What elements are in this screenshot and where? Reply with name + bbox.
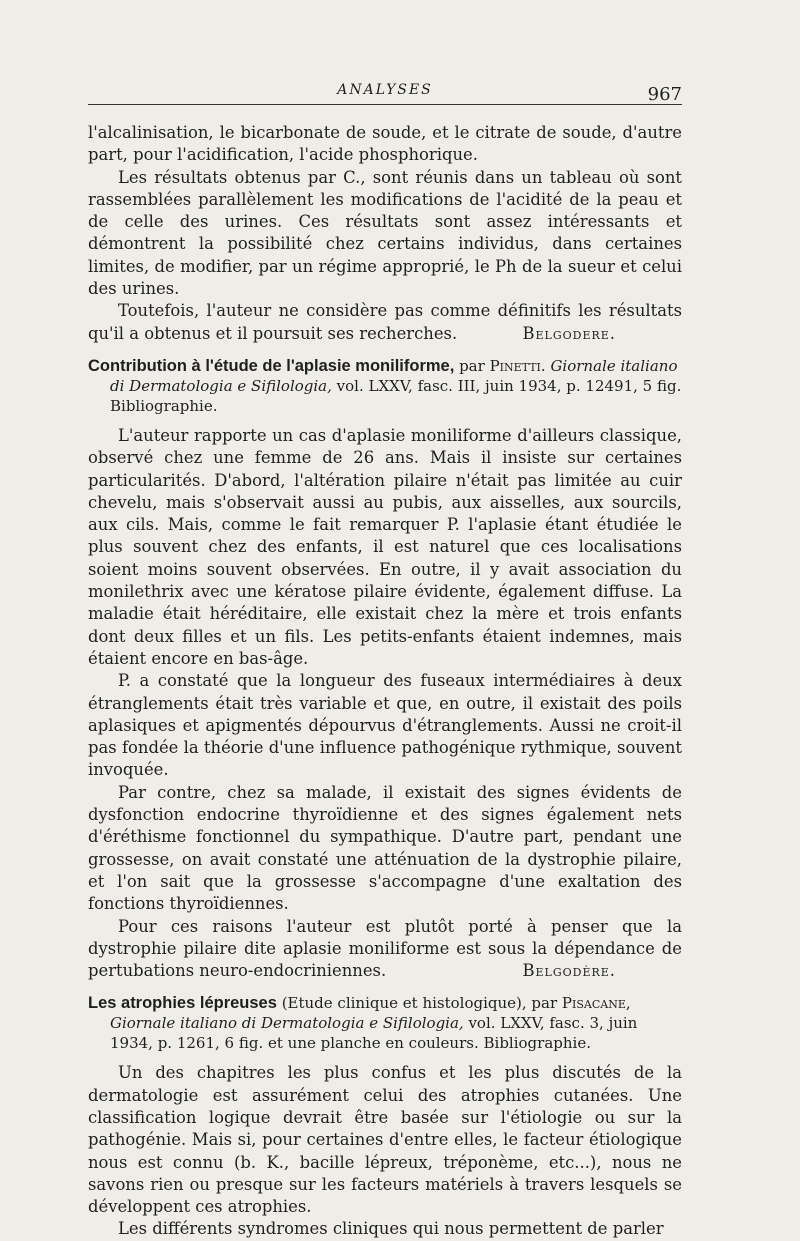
paragraph: Les résultats obtenus par C., sont réunis dans un tableau où sont rassemblées parallèlement les modifications de l'acidité de la peau et de celle des urines. Ces résultats sont assez intéressants et démontrent la possibilité chez certains individus, dans certaines limites, de modifier, par un régime approprié, le Ph de la sueur et celui des urines. [88,167,682,299]
abstract-heading [88,993,682,1053]
subtitle: (Etude clinique et histologique), par [276,994,562,1013]
signature: Belgodere. [522,323,616,343]
paragraph [88,916,682,983]
separator: . [540,356,551,375]
journal-name: Giornale italiano di Dermatologia e Sifilologia, [110,356,678,395]
paragraph-text: Toutefois, l'auteur ne considère pas comme définitifs les résultats qu'il a obtenus et il poursuit ses recherches. [88,301,682,343]
paragraph: Un des chapitres les plus confus et les plus discutés de la dermatologie est assurément celui des atrophies cutanées. Une classification logique devrait être basée sur l'étiologie ou sur la pathogénie. Mais si, pour certaines d'entre elles, le facteur étiologique nous est connu (b. K., bacille lépreux, tréponème, etc...), nous ne savons rien ou presque sur les facteurs matériels à travers lesquels se développent ces atrophies. [88,1063,682,1217]
citation-details: vol. LXXV, fasc. III, juin 1934, p. 12491, 5 fig. Bibliographie. [110,376,682,415]
signature: Belgodère. [522,961,616,981]
paragraph-text: Pour ces raisons l'auteur est plutôt porté à penser que la dystrophie pilaire dite aplasie moniliforme est sous la dépendance de pertubations neuro-endocriniennes. [88,916,682,981]
citation-details: vol. LXXV, fasc. 3, juin 1934, p. 1261, 6 fig. et une planche en couleurs. Bibliographie. [110,1014,638,1053]
page-body [88,122,682,1241]
separator: , [625,994,631,1013]
paragraph: L'auteur rapporte un cas d'aplasie moniliforme d'ailleurs classique, observé chez une femme de 26 ans. Mais il insiste sur certaines particularités. D'abord, l'altération pilaire n'était pas limitée au cuir chevelu, mais s'observait aussi au pubis, aux aisselles, aux sourcils, aux cils. Mais, comme le fait remarquer P. l'aplasie étant étudiée le plus souvent chez des enfants, il est naturel que ces localisations soient moins souvent observées. En outre, il y avait association du monilethrix avec une kératose pilaire évidente, également diffuse. La maladie était héréditaire, elle existait chez la mère et trois enfants dont deux filles et un fils. Les petits-enfants étaient indemnes, mais étaient encore en bas-âge. [88,425,682,668]
author-name: Pinetti [489,356,541,375]
article-title: Les atrophies lépreuses [88,994,277,1013]
paragraph: l'alcalinisation, le bicarbonate de soude, et le citrate de soude, d'autre part, pour l'acidification, l'acide phosphorique. [88,123,682,165]
paragraph: P. a constaté que la longueur des fuseaux intermédiaires à deux étranglements était très variable et que, en outre, il existait des poils aplasiques et apigmentés dépourvus d'étranglements. Aussi ne croit-il pas fondée la théorie d'une influence pathogénique rythmique, souvent invoquée. [88,671,682,780]
paragraph [88,300,682,345]
running-head [88,76,682,106]
byline-prefix: par [454,356,490,375]
header-rule [88,104,682,105]
abstract-heading [88,356,682,416]
journal-name: Giornale italiano di Dermatologia e Sifilologia, [110,1014,464,1033]
article-title: Contribution à l'étude de l'aplasie moniliforme, [88,356,455,375]
paragraph: Par contre, chez sa malade, il existait des signes évidents de dysfonction endocrine thyroïdienne et des signes également nets d'éréthisme fonctionnel du sympathique. D'autre part, pendant une grossesse, on avait constaté une atténuation de la dystrophie pilaire, et l'on sait que la grossesse s'accompagne d'une exaltation des fonctions thyroïdiennes. [88,782,682,914]
running-title: ANALYSES [337,82,433,98]
paragraph: Les différents syndromes cliniques qui nous permettent de parler [118,1219,664,1239]
page-number: 967 [647,84,682,105]
author-name: Pisacane [561,994,626,1013]
